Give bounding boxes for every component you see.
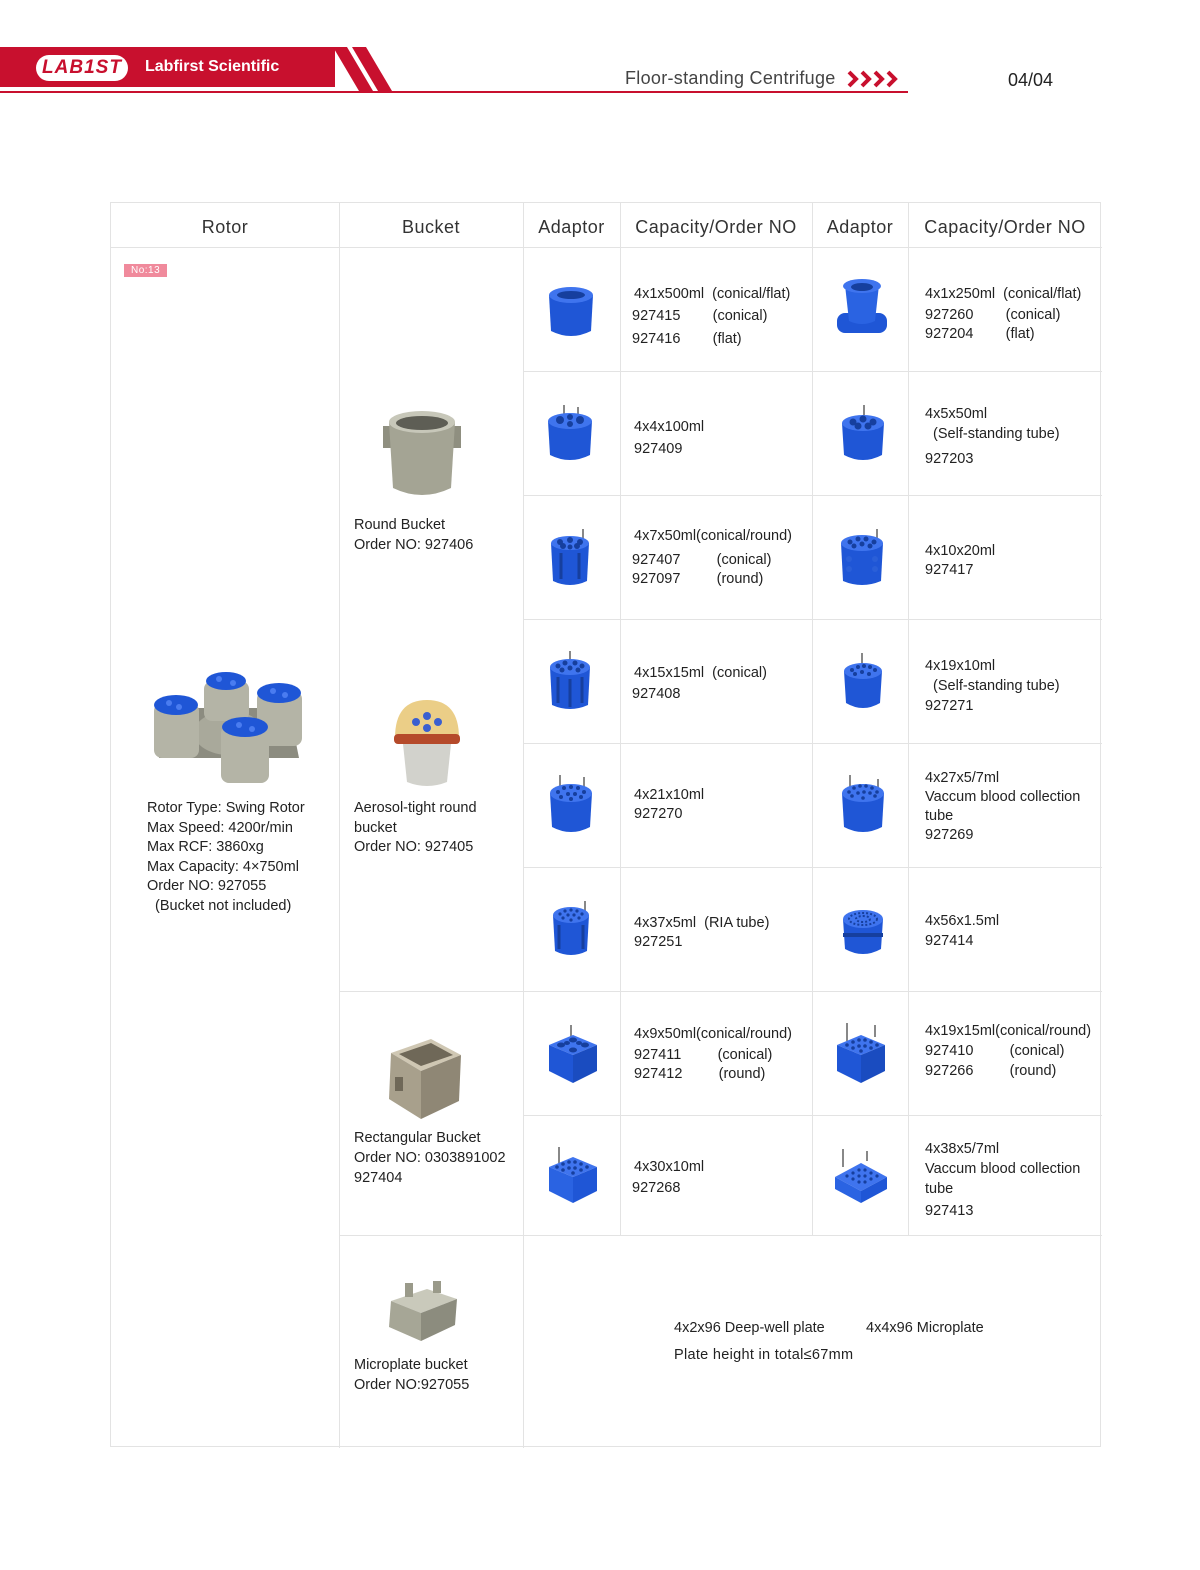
rectangular-bucket-image [381, 1033, 467, 1123]
plate-height-text: Plate height in total≤67mm [674, 1347, 854, 1363]
adaptor-15x15ml-image [546, 649, 594, 713]
capacity-note: tube [925, 1181, 954, 1197]
capacity-text: 4x9x50ml(conical/round) [634, 1026, 792, 1042]
row-divider [339, 991, 1102, 992]
bucket-label: Round Bucket [354, 517, 446, 533]
capacity-note: (Self-standing tube) [925, 678, 1060, 694]
adaptor-30x10ml-image [545, 1145, 601, 1207]
capacity-text: 4x4x100ml [634, 419, 705, 435]
capacity-text: 4x21x10ml [634, 787, 705, 803]
order-no-text: 927408 [632, 686, 681, 702]
capacity-text: 4x38x5/7ml [925, 1141, 1000, 1157]
order-no-text: 927412 (round) [634, 1066, 766, 1082]
row-divider [339, 1235, 1102, 1236]
order-no-text: 927097 (round) [632, 571, 764, 587]
rotor-spec: Order NO: 927055 [147, 878, 267, 894]
bucket-order: 927404 [354, 1170, 403, 1186]
row-divider [523, 371, 1102, 372]
order-no-text: 927251 [634, 934, 683, 950]
adaptor-38x5ml-image [833, 1147, 889, 1207]
chevrons-right-icon [846, 70, 902, 88]
capacity-text: 4x1x250ml (conical/flat) [925, 286, 1082, 302]
header-rule [0, 91, 908, 93]
column-divider [908, 203, 909, 1235]
bucket-order: Order NO: 927406 [354, 537, 474, 553]
order-no-text: 927204 (flat) [925, 326, 1035, 342]
capacity-note: Vaccum blood collection [925, 789, 1081, 805]
capacity-note: tube [925, 808, 954, 824]
capacity-note: Vaccum blood collection [925, 1161, 1081, 1177]
adaptor-7x50ml-image [547, 527, 593, 589]
order-no-text: 927266 (round) [925, 1063, 1057, 1079]
column-divider [812, 203, 813, 1235]
rotor-spec: Max Capacity: 4×750ml [147, 859, 299, 875]
bucket-label: bucket [354, 820, 397, 836]
order-no-text: 927413 [925, 1203, 974, 1219]
round-bucket-image [379, 408, 465, 503]
column-header-capacity: Capacity/Order NO [635, 217, 797, 237]
adaptor-37x5ml-image [549, 899, 593, 959]
column-header-adaptor-2: Adaptor [826, 217, 894, 237]
document-title: Floor-standing Centrifuge [625, 68, 836, 88]
row-divider [523, 867, 1102, 868]
adaptor-19x10ml-image [840, 651, 886, 713]
capacity-text: 4x27x5/7ml [925, 770, 1000, 786]
capacity-text: 4x19x15ml(conical/round) [925, 1023, 1092, 1039]
capacity-text: 4x5x50ml [925, 406, 988, 422]
rotor-spec: (Bucket not included) [147, 898, 292, 914]
order-no-text: 927268 [632, 1180, 681, 1196]
bucket-order: Order NO: 0303891002 [354, 1150, 506, 1166]
column-divider [620, 203, 621, 1235]
order-no-text: 927409 [634, 441, 683, 457]
capacity-text: 4x30x10ml [634, 1159, 705, 1175]
rotor-number-badge: No:13 [124, 264, 167, 277]
bucket-label: Rectangular Bucket [354, 1130, 481, 1146]
order-no-text: 927203 [925, 451, 974, 467]
microplate-text: 4x4x96 Microplate [866, 1320, 984, 1336]
header-slash-2 [352, 47, 392, 91]
rotor-spec: Max RCF: 3860xg [147, 839, 264, 855]
adaptor-500ml-image [545, 285, 597, 341]
aerosol-bucket-image [391, 698, 463, 790]
row-divider [523, 743, 1102, 744]
adaptor-250ml-image [835, 277, 889, 339]
rotor-spec: Max Speed: 4200r/min [147, 820, 293, 836]
order-no-text: 927416 (flat) [632, 331, 742, 347]
adaptor-56x1.5ml-image [839, 905, 887, 959]
order-no-text: 927411 (conical) [634, 1047, 773, 1063]
column-header-rotor: Rotor [201, 217, 249, 237]
capacity-text: 4x19x10ml [925, 658, 996, 674]
capacity-text: 4x1x500ml (conical/flat) [634, 286, 791, 302]
order-no-text: 927260 (conical) [925, 307, 1061, 323]
brand-name: Labfirst Scientific [145, 58, 280, 75]
bucket-label: Microplate bucket [354, 1357, 468, 1373]
spec-table [110, 202, 1101, 1447]
order-no-text: 927271 [925, 698, 974, 714]
bucket-order: Order NO: 927405 [354, 839, 474, 855]
capacity-text: 4x56x1.5ml [925, 913, 1000, 929]
page-number: 04/04 [1008, 70, 1054, 90]
row-divider [523, 1115, 1102, 1116]
swing-rotor-image [149, 663, 309, 788]
adaptor-19x15ml-image [833, 1021, 889, 1087]
adaptor-21x10ml-image [546, 773, 596, 837]
order-no-text: 927270 [634, 806, 683, 822]
adaptor-5x50ml-image [838, 403, 888, 465]
order-no-text: 927269 [925, 827, 974, 843]
column-header-capacity-2: Capacity/Order NO [924, 217, 1086, 237]
adaptor-4x100ml-image [544, 403, 596, 465]
adaptor-9x50ml-image [545, 1023, 601, 1085]
row-divider [523, 619, 1102, 620]
order-no-text: 927417 [925, 562, 974, 578]
column-header-adaptor: Adaptor [538, 217, 605, 237]
microplate-bucket-image [387, 1279, 459, 1347]
brand-logo: LAB1ST [36, 55, 128, 81]
column-divider [339, 203, 340, 1448]
bucket-order: Order NO:927055 [354, 1377, 470, 1393]
capacity-text: 4x7x50ml(conical/round) [634, 528, 792, 544]
row-divider [111, 247, 1102, 248]
adaptor-27x5ml-image [838, 773, 888, 837]
capacity-text: 4x10x20ml [925, 543, 996, 559]
capacity-note: (Self-standing tube) [925, 426, 1060, 442]
column-divider [523, 203, 524, 1448]
adaptor-10x20ml-image [837, 527, 887, 589]
capacity-text: 4x15x15ml (conical) [634, 665, 767, 681]
order-no-text: 927415 (conical) [632, 308, 768, 324]
capacity-text: 4x37x5ml (RIA tube) [634, 915, 770, 931]
order-no-text: 927410 (conical) [925, 1043, 1065, 1059]
deep-well-plate-text: 4x2x96 Deep-well plate [674, 1320, 825, 1336]
order-no-text: 927414 [925, 933, 974, 949]
rotor-spec: Rotor Type: Swing Rotor [147, 800, 305, 816]
row-divider [523, 495, 1102, 496]
column-header-bucket: Bucket [401, 217, 461, 237]
bucket-label: Aerosol-tight round [354, 800, 477, 816]
order-no-text: 927407 (conical) [632, 552, 772, 568]
